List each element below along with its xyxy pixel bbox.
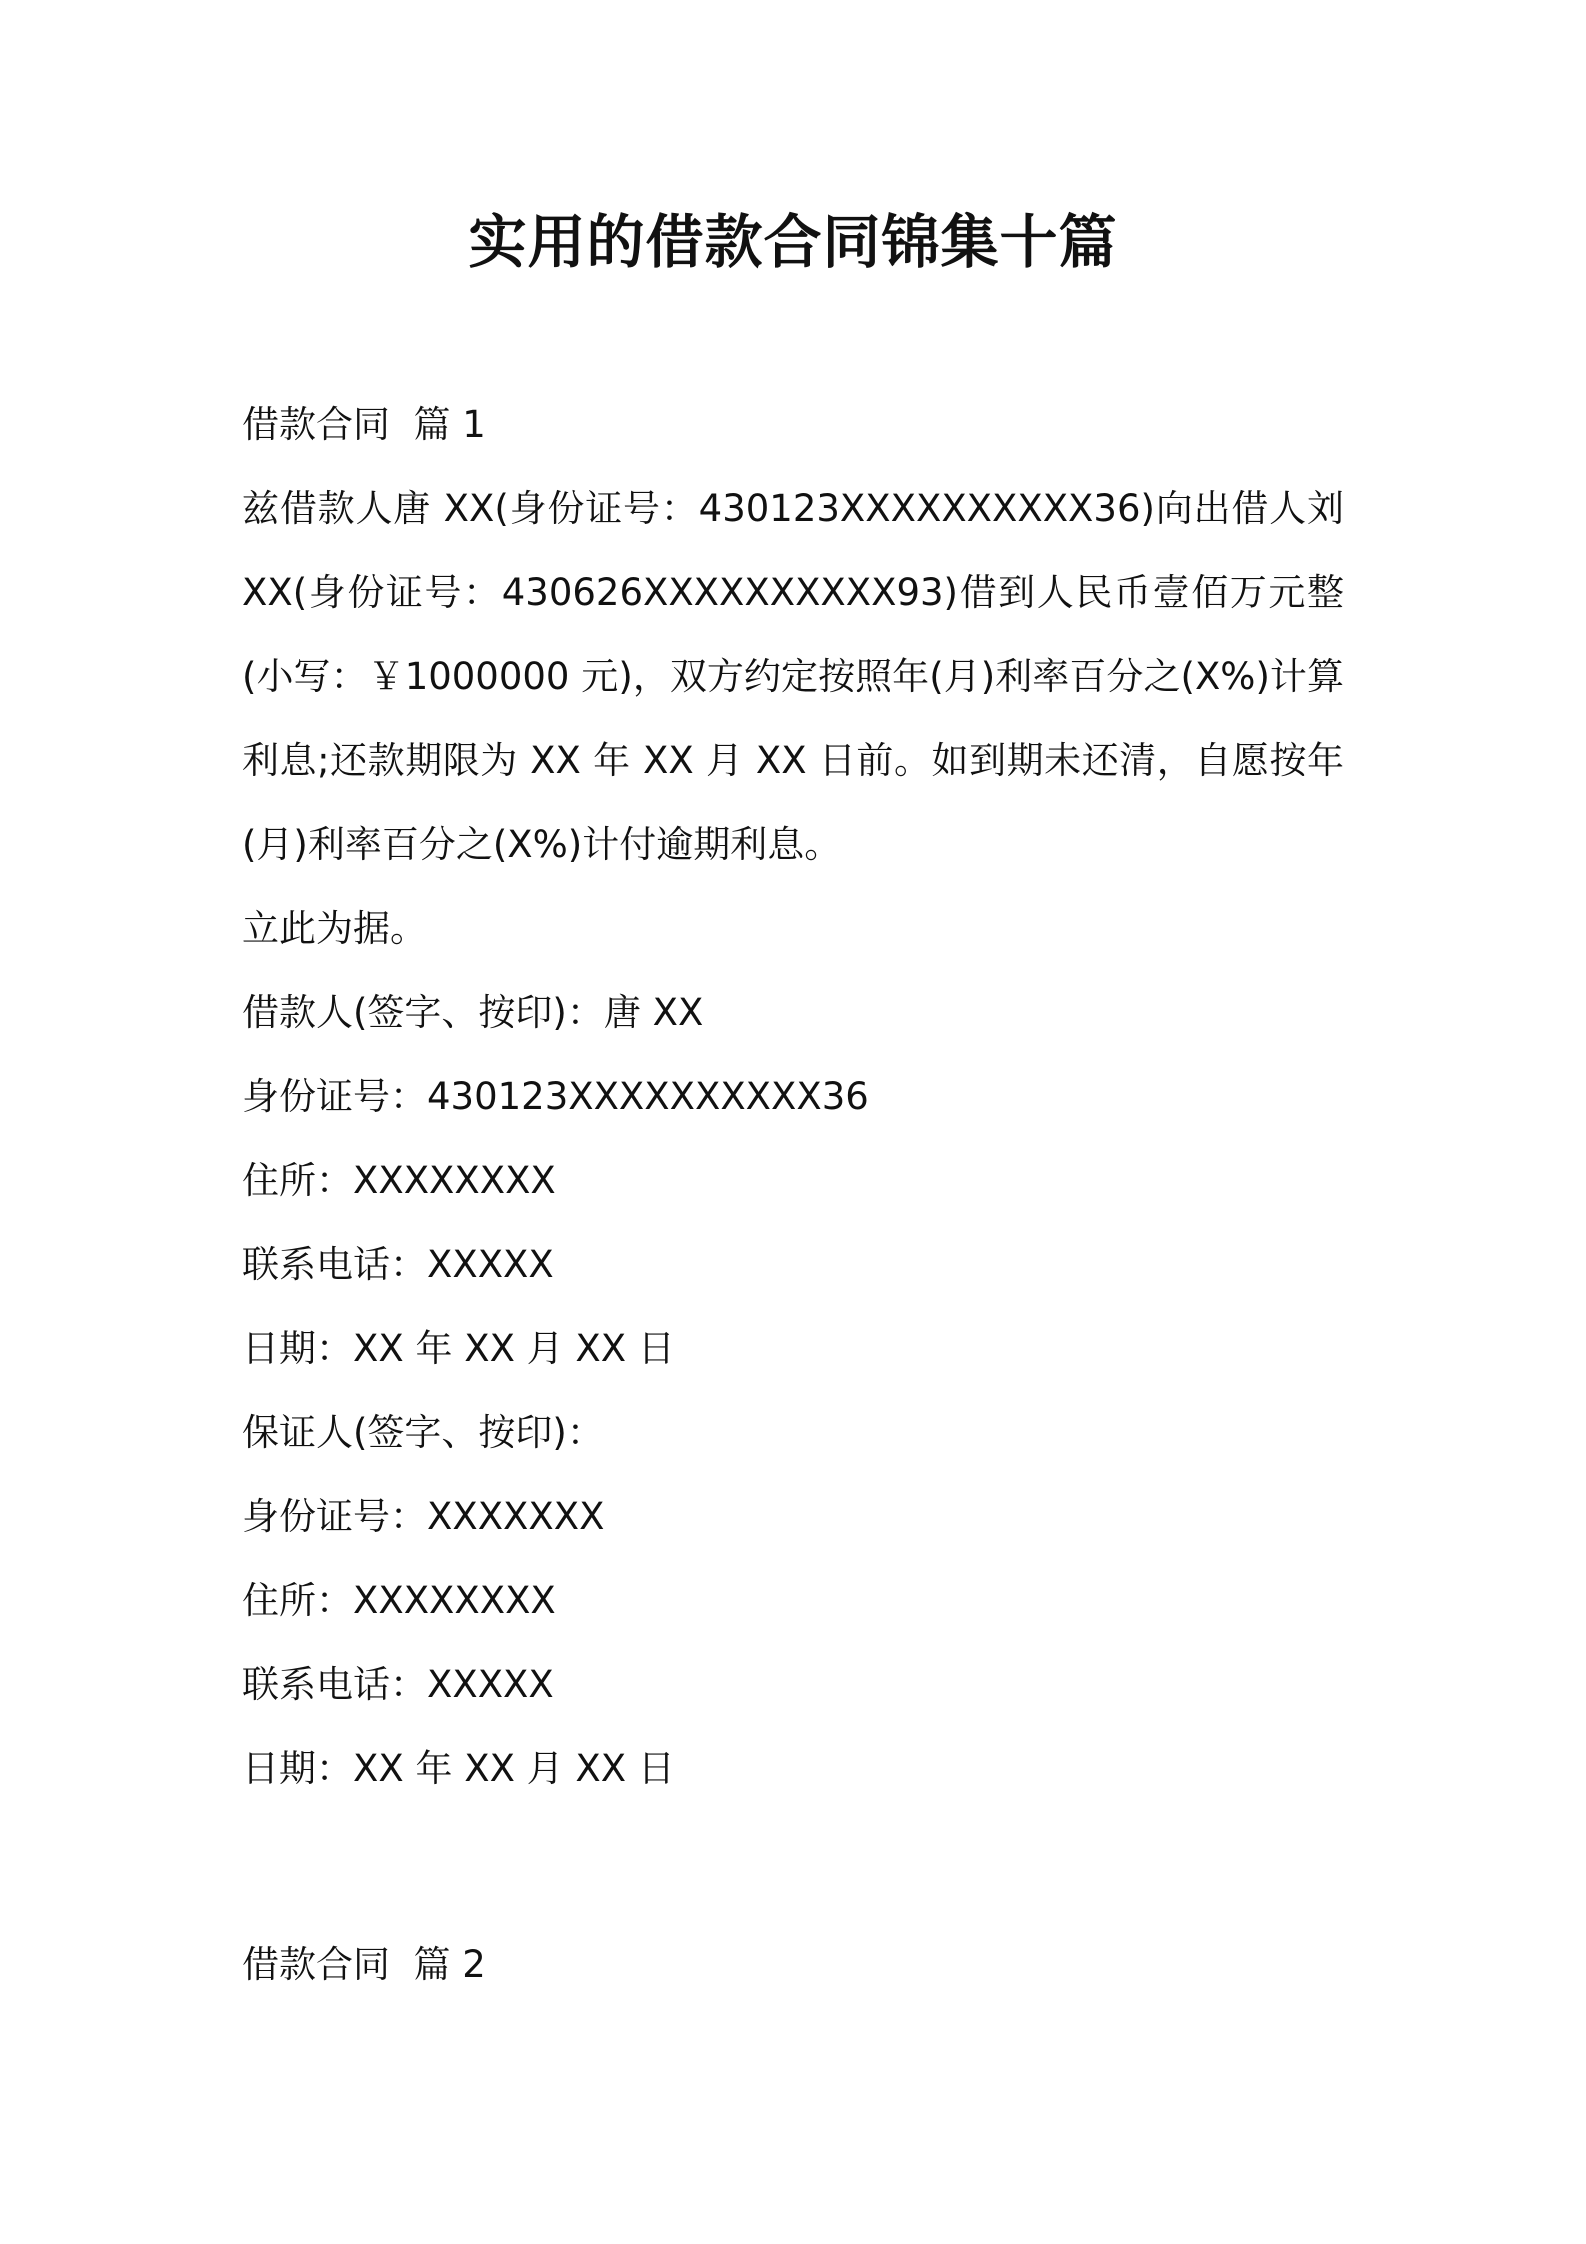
guarantor-id-number: 身份证号：XXXXXXX [242,1494,605,1538]
guarantor-address: 住所：XXXXXXXX [242,1578,556,1622]
borrower-date: 日期：XX 年 XX 月 XX 日 [242,1326,675,1370]
contract-section-1 [242,383,1344,1811]
guarantor-date: 日期：XX 年 XX 月 XX 日 [242,1746,675,1790]
contract-body-paragraph: 兹借款人唐 XX(身份证号：430123XXXXXXXXXX36)向出借人刘 XX(身份证号：430626XXXXXXXXXX93)借到人民币壹佰万元整(小写：￥1000000 元)，双方约定按照年(月)利率百分之(X%)计算利息;还款期限为 XX 年 XX 月 XX 日前。如到期未还清，自愿按年(月)利率百分之(X%)计付逾期利息。 [242,486,1344,866]
closing-statement: 立此为据。 [242,906,427,950]
borrower-block [242,971,1344,1391]
guarantor-phone: 联系电话：XXXXX [242,1662,554,1706]
document-title: 实用的借款合同锦集十篇 [468,208,1118,276]
borrower-address: 住所：XXXXXXXX [242,1158,556,1202]
guarantor-signature: 保证人(签字、按印)： [242,1410,604,1454]
guarantor-block [242,1391,1344,1811]
section-heading: 借款合同 篇 1 [242,402,486,446]
section-heading: 借款合同 篇 2 [242,1942,486,1986]
borrower-signature: 借款人(签字、按印)：唐 XX [242,990,704,1034]
contract-section-2 [242,1923,1344,2007]
borrower-phone: 联系电话：XXXXX [242,1242,554,1286]
borrower-id-number: 身份证号：430123XXXXXXXXXX36 [242,1074,869,1118]
